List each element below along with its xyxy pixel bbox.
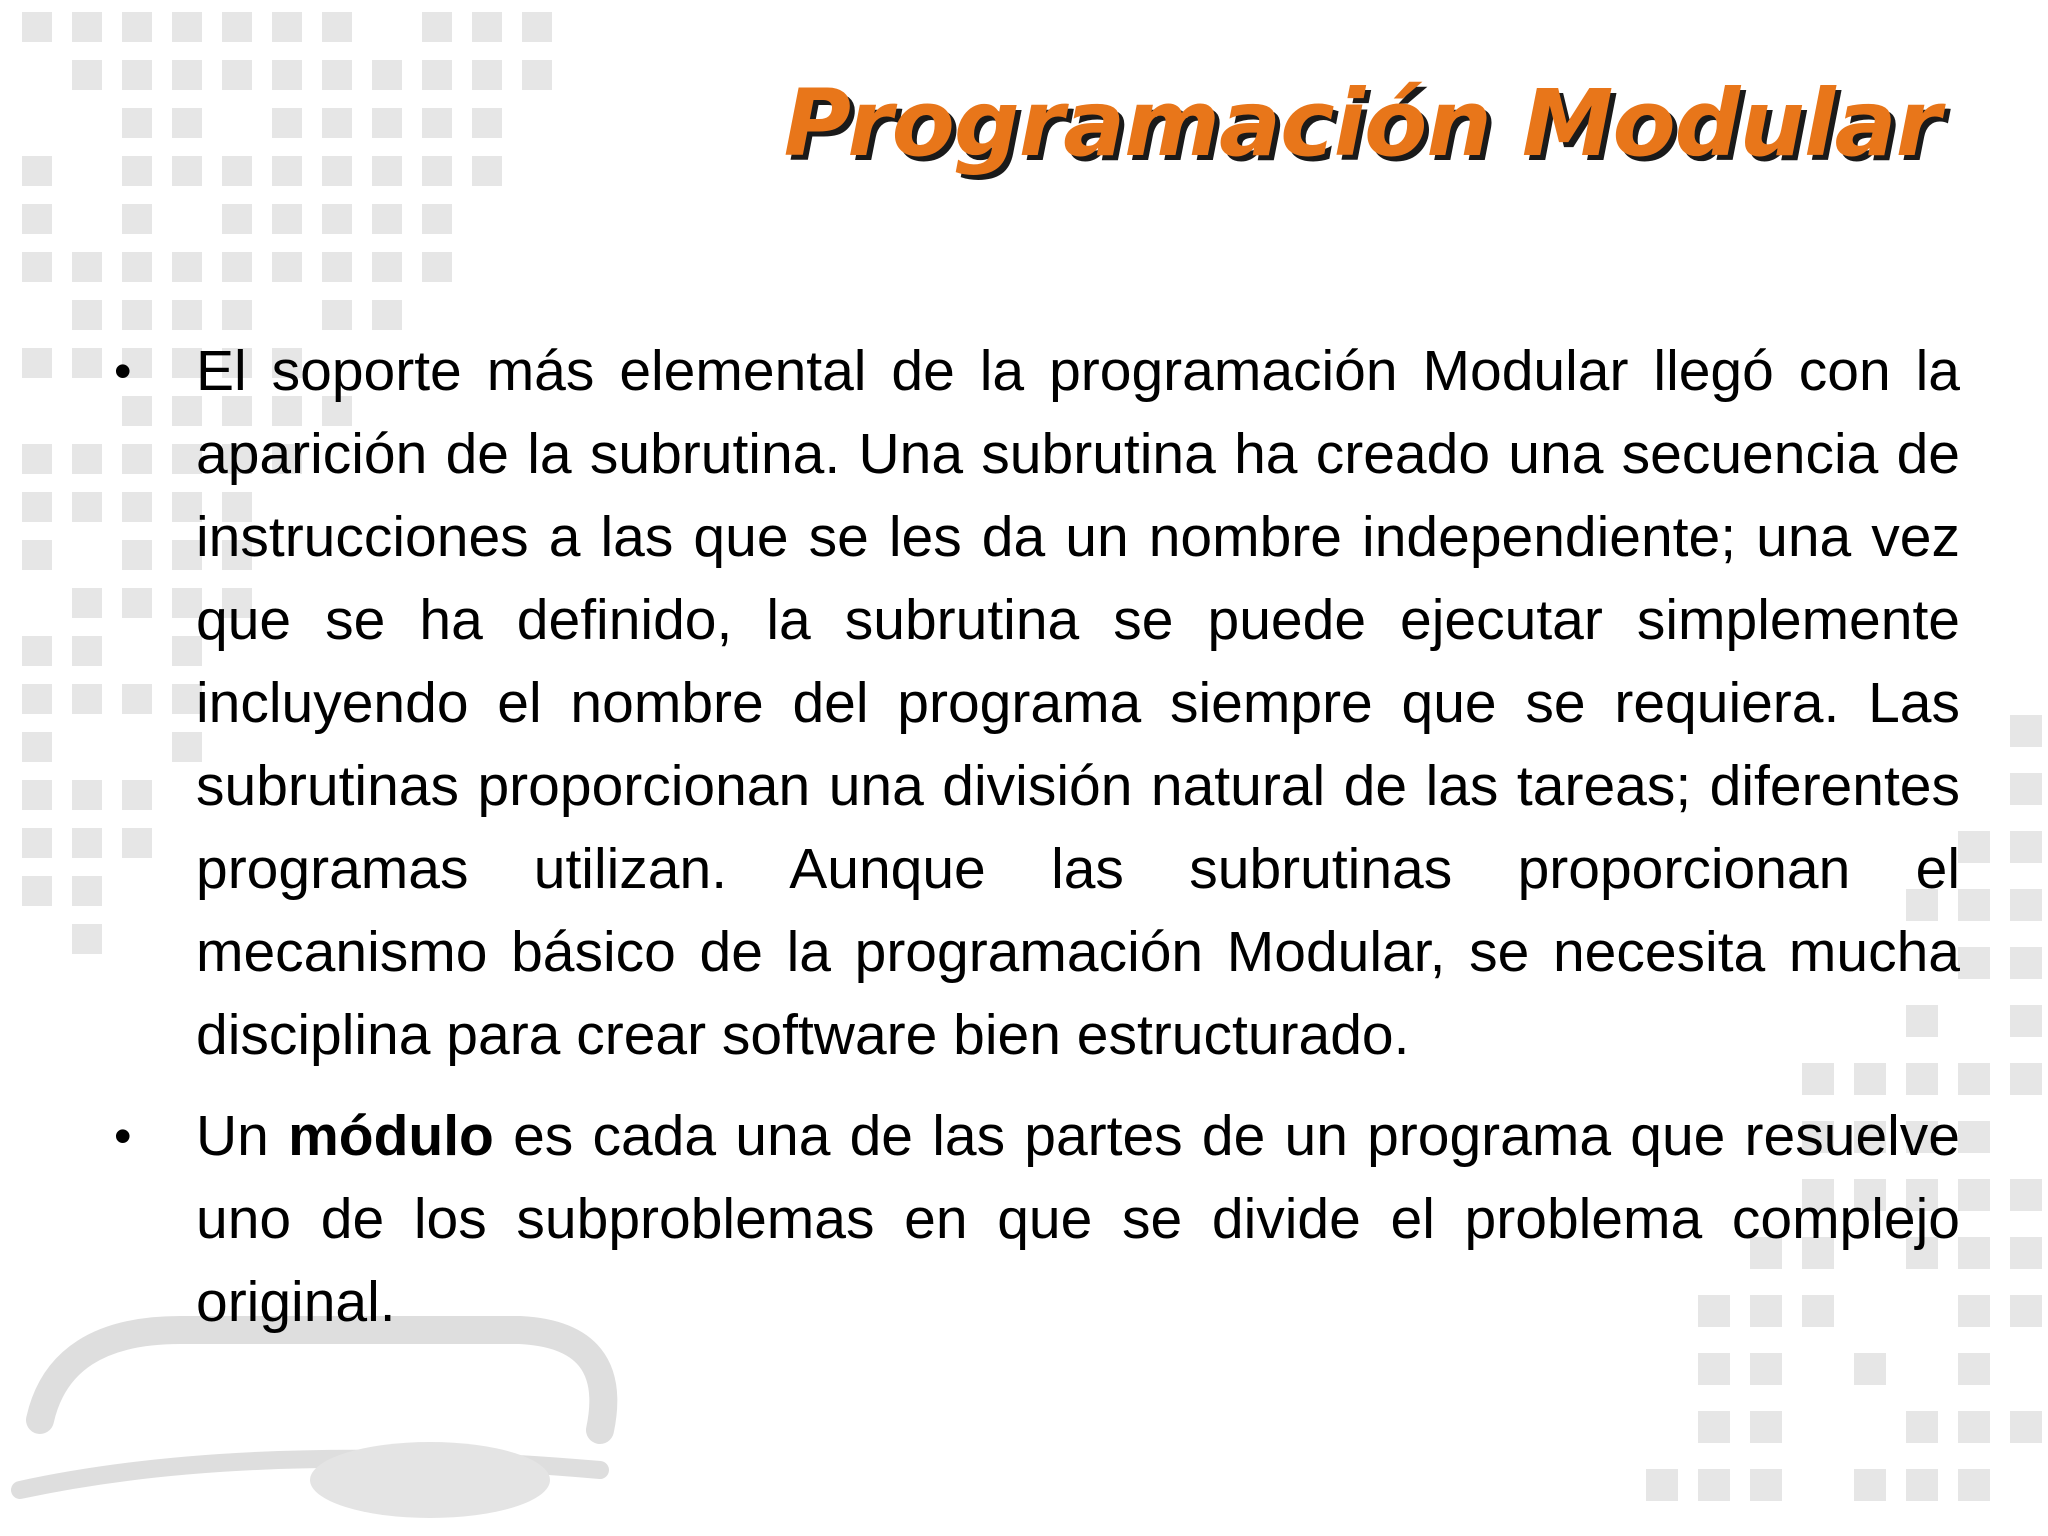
decor-square: [272, 252, 302, 282]
decor-square: [222, 204, 252, 234]
decor-square: [122, 156, 152, 186]
decor-square: [2010, 1063, 2042, 1095]
decor-square: [172, 108, 202, 138]
slide-title: Programación Modular: [783, 70, 1940, 177]
decor-square: [2010, 1179, 2042, 1211]
decor-square: [222, 156, 252, 186]
decor-square: [222, 12, 252, 42]
decor-square: [372, 204, 402, 234]
decor-square: [72, 780, 102, 810]
decor-square: [1958, 947, 1990, 979]
decor-square: [22, 444, 52, 474]
decor-square: [322, 156, 352, 186]
decor-square: [1958, 1063, 1990, 1095]
decor-square: [372, 300, 402, 330]
decor-square: [22, 12, 52, 42]
bullet-item: [110, 1095, 1960, 1344]
decor-square: [22, 636, 52, 666]
decor-square: [2010, 715, 2042, 747]
decor-square: [372, 156, 402, 186]
decor-square: [222, 60, 252, 90]
decor-square: [422, 12, 452, 42]
decor-square: [1750, 1469, 1782, 1501]
decor-square: [72, 444, 102, 474]
decor-square: [272, 12, 302, 42]
decor-square: [72, 636, 102, 666]
decor-square: [422, 156, 452, 186]
decor-square: [72, 12, 102, 42]
decor-square: [22, 828, 52, 858]
decor-square: [72, 924, 102, 954]
decor-square: [522, 60, 552, 90]
decor-square: [72, 492, 102, 522]
decor-square: [172, 12, 202, 42]
decor-square: [122, 60, 152, 90]
decor-square: [1646, 1469, 1678, 1501]
decor-square: [72, 300, 102, 330]
decor-square: [122, 12, 152, 42]
decor-square: [22, 348, 52, 378]
mouse-silhouette-icon: [310, 1442, 550, 1518]
decor-square: [372, 252, 402, 282]
decor-square: [472, 60, 502, 90]
decor-square: [72, 588, 102, 618]
decor-square: [22, 780, 52, 810]
decor-square: [172, 252, 202, 282]
decor-square: [272, 60, 302, 90]
decor-square: [422, 60, 452, 90]
decor-square: [472, 12, 502, 42]
decor-square: [522, 12, 552, 42]
decor-square: [2010, 1411, 2042, 1443]
bullet-item: [110, 330, 1960, 1077]
decor-square: [1854, 1469, 1886, 1501]
decor-square: [1906, 1469, 1938, 1501]
decor-square: [322, 60, 352, 90]
decor-square: [1958, 831, 1990, 863]
decor-square: [72, 684, 102, 714]
decor-square: [272, 108, 302, 138]
bullet-text-suffix: es cada una de las partes de un programa que resuelve uno de los subproblemas en que se divide el problema complejo original.: [196, 1104, 1961, 1334]
decor-square: [272, 204, 302, 234]
decor-square: [172, 60, 202, 90]
decor-square: [72, 348, 102, 378]
decor-square: [72, 60, 102, 90]
decor-square: [472, 108, 502, 138]
decor-square: [2010, 1237, 2042, 1269]
decor-square: [122, 252, 152, 282]
decor-square: [372, 60, 402, 90]
decor-square: [72, 252, 102, 282]
decor-square: [22, 156, 52, 186]
decor-square: [322, 12, 352, 42]
decor-square: [1958, 1237, 1990, 1269]
decor-square: [122, 108, 152, 138]
decor-square: [322, 252, 352, 282]
decor-square: [222, 252, 252, 282]
decor-square: [422, 108, 452, 138]
decor-square: [1958, 889, 1990, 921]
decor-square: [22, 252, 52, 282]
decor-square: [322, 108, 352, 138]
bullet-text-prefix: Un: [196, 1104, 289, 1168]
decor-square: [22, 540, 52, 570]
decor-square: [22, 732, 52, 762]
decor-square: [1958, 1411, 1990, 1443]
decor-square: [272, 156, 302, 186]
decor-square: [72, 876, 102, 906]
decor-square: [2010, 1295, 2042, 1327]
decor-square: [122, 300, 152, 330]
decor-square: [472, 156, 502, 186]
decor-square: [1698, 1411, 1730, 1443]
decor-square: [2010, 889, 2042, 921]
bullet-text: El soporte más elemental de la programación Modular llegó con la aparición de la subrutina. Una subrutina ha creado una secuencia de instrucciones a las que se les da un nombre independiente; una vez que se ha definido, la subrutina se puede ejecutar simplemente incluyendo el nombre del programa siempre que se requiera. Las subrutinas proporcionan una división natural de las tareas; diferentes programas utilizan. Aunque las subrutinas proporcionan el mecanismo básico de la programación Modular, se necesita mucha disciplina para crear software bien estructurado.: [196, 339, 1960, 1067]
decor-square: [322, 300, 352, 330]
decor-square: [1958, 1295, 1990, 1327]
bullet-text-bold-term: módulo: [288, 1104, 494, 1168]
decor-square: [2010, 1005, 2042, 1037]
bullet-list: [110, 330, 1960, 1362]
decor-square: [2010, 831, 2042, 863]
decor-square: [1698, 1469, 1730, 1501]
decor-square: [72, 828, 102, 858]
decor-square: [172, 300, 202, 330]
decor-square: [1750, 1411, 1782, 1443]
decor-square: [2010, 947, 2042, 979]
decor-square: [122, 204, 152, 234]
decor-square: [372, 108, 402, 138]
decor-square: [322, 204, 352, 234]
decor-square: [2010, 773, 2042, 805]
bullet-marker: •: [114, 343, 132, 399]
decor-square: [22, 876, 52, 906]
decor-square: [1958, 1179, 1990, 1211]
decor-square: [172, 156, 202, 186]
decor-square: [22, 684, 52, 714]
bullet-marker: •: [114, 1108, 132, 1164]
decor-square: [1958, 1121, 1990, 1153]
decor-square: [22, 492, 52, 522]
decor-square: [222, 300, 252, 330]
decor-square: [422, 204, 452, 234]
decor-square: [22, 204, 52, 234]
decor-square: [1958, 1469, 1990, 1501]
decor-square: [1906, 1411, 1938, 1443]
decor-square: [1958, 1353, 1990, 1385]
decor-square: [422, 252, 452, 282]
